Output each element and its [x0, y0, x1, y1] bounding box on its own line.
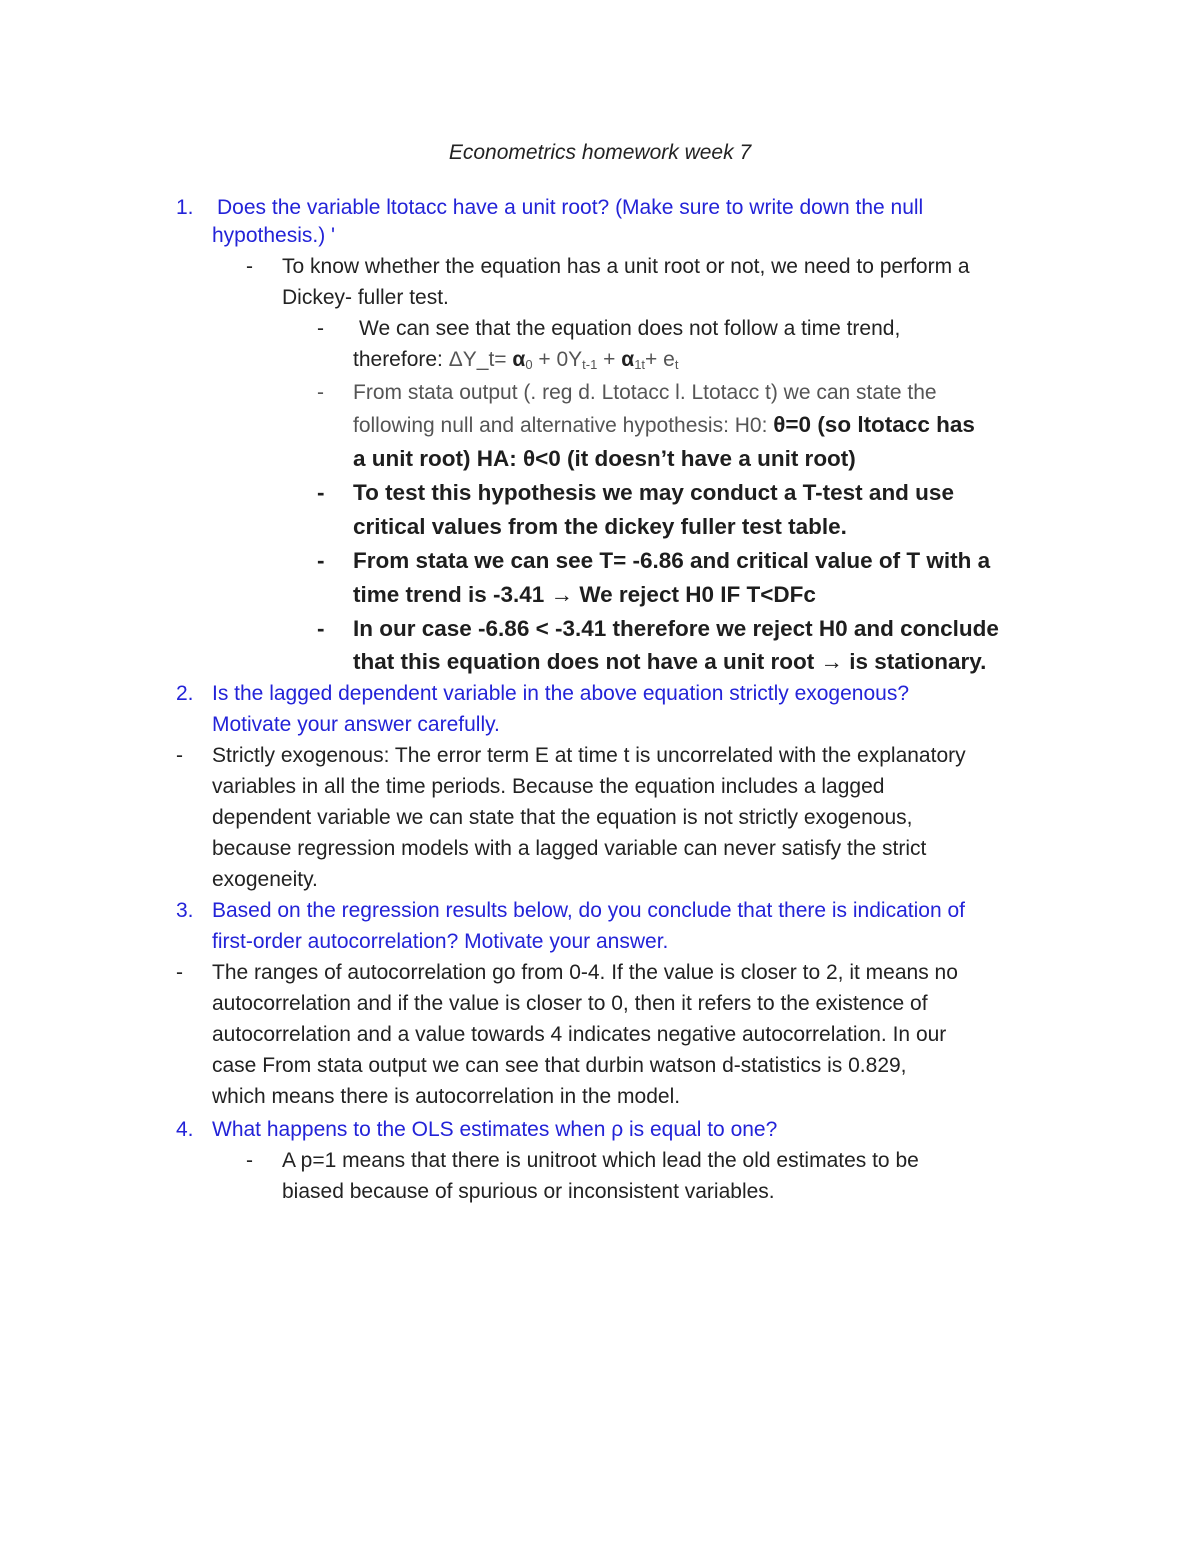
bullet-dash: -	[176, 961, 183, 984]
bullet-dash: -	[317, 381, 324, 404]
q1-answer1-line1: To know whether the equation has a unit root or not, we need to perform a	[282, 255, 970, 278]
q2-number: 2.	[176, 682, 194, 705]
q1-answer5-line1: From stata we can see T= -6.86 and critical value of T with a	[353, 548, 991, 573]
q1-answer6-line1: In our case -6.86 < -3.41 therefore we reject H0 and conclude	[353, 616, 999, 641]
q4-number: 4.	[176, 1118, 194, 1141]
equation-alpha1-sub: 1t	[634, 357, 646, 372]
equation-alpha1: α	[621, 348, 635, 371]
equation-error-sub: t	[674, 357, 679, 372]
equation-alpha0: α	[512, 348, 526, 371]
equation-error: + e	[645, 348, 675, 371]
hypothesis-null-bold: θ=0 (so ltotacc has	[773, 412, 975, 437]
q1-answer4-line1: To test this hypothesis we may conduct a T-test and use	[353, 480, 954, 505]
q4-answer-line1: A p=1 means that there is unitroot which lead the old estimates to be	[282, 1149, 919, 1172]
q1-answer3-line1: From stata output (. reg d. Ltotacc l. Ltotacc t) we can state the	[353, 381, 937, 404]
q4-answer-line2: biased because of spurious or inconsistent variables.	[282, 1180, 775, 1203]
q1-answer1-line2: Dickey- fuller test.	[282, 286, 449, 309]
q1-text-line2: hypothesis.) '	[212, 224, 336, 247]
q2-answer-line: exogeneity.	[212, 868, 318, 891]
q2-text-line1: Is the lagged dependent variable in the above equation strictly exogenous?	[212, 682, 909, 705]
equation-mid: + 0Y	[532, 348, 583, 371]
hypothesis-prefix: following null and alternative hypothesis: H0:	[353, 414, 774, 437]
q1-number: 1.	[176, 196, 194, 219]
q3-number: 3.	[176, 899, 194, 922]
bullet-dash: -	[176, 744, 183, 767]
q3-text-line2: first-order autocorrelation? Motivate your answer.	[212, 930, 669, 953]
bullet-dash: -	[317, 616, 325, 641]
q1-answer3-line2	[353, 409, 975, 441]
q2-answer-line: variables in all the time periods. Because the equation includes a lagged	[212, 775, 885, 798]
bullet-dash: -	[317, 548, 325, 573]
q1-answer4-line2: critical values from the dickey fuller test table.	[353, 514, 847, 539]
document-title: Econometrics homework week 7	[448, 141, 752, 164]
q3-answer-line: case From stata output we can see that durbin watson d-statistics is 0.829,	[212, 1054, 907, 1077]
q3-text-line1: Based on the regression results below, do you conclude that there is indication of	[212, 899, 965, 922]
q3-answer-line: autocorrelation and a value towards 4 indicates negative autocorrelation. In our	[212, 1023, 947, 1046]
q1-text-line1: Does the variable ltotacc have a unit root? (Make sure to write down the null	[217, 196, 924, 219]
q3-answer-line: which means there is autocorrelation in the model.	[212, 1085, 681, 1108]
q1-equation	[353, 344, 678, 380]
bullet-dash: -	[246, 255, 253, 278]
q1-answer3-line3: a unit root) HA: θ<0 (it doesn’t have a unit root)	[353, 446, 856, 471]
equation-prefix: therefore:	[353, 348, 449, 371]
q3-answer-line: The ranges of autocorrelation go from 0-4. If the value is closer to 2, it means no	[212, 961, 958, 984]
q3-answer-line: autocorrelation and if the value is closer to 0, then it refers to the existence of	[212, 992, 928, 1015]
bullet-dash: -	[317, 480, 325, 505]
q1-answer2-line1: We can see that the equation does not follow a time trend,	[359, 317, 901, 340]
bullet-dash: -	[246, 1149, 253, 1172]
bullet-dash: -	[317, 317, 324, 340]
equation-plus: +	[597, 348, 622, 371]
equation-alpha0-sub: 0	[525, 357, 533, 372]
equation-t-sub: t-1	[582, 357, 598, 372]
q1-answer6-line2: that this equation does not have a unit root → is stationary.	[353, 649, 987, 674]
q2-text-line2: Motivate your answer carefully.	[212, 713, 500, 736]
q2-answer-line: Strictly exogenous: The error term E at time t is uncorrelated with the explanatory	[212, 744, 966, 767]
equation-delta: ΔY_t=	[448, 348, 513, 371]
q2-answer-line: because regression models with a lagged variable can never satisfy the strict	[212, 837, 927, 860]
q2-answer-line: dependent variable we can state that the equation is not strictly exogenous,	[212, 806, 913, 829]
q1-answer5-line2: time trend is -3.41 → We reject H0 IF T<DFc	[353, 582, 816, 607]
q4-text-line1: What happens to the OLS estimates when ρ is equal to one?	[212, 1118, 778, 1141]
